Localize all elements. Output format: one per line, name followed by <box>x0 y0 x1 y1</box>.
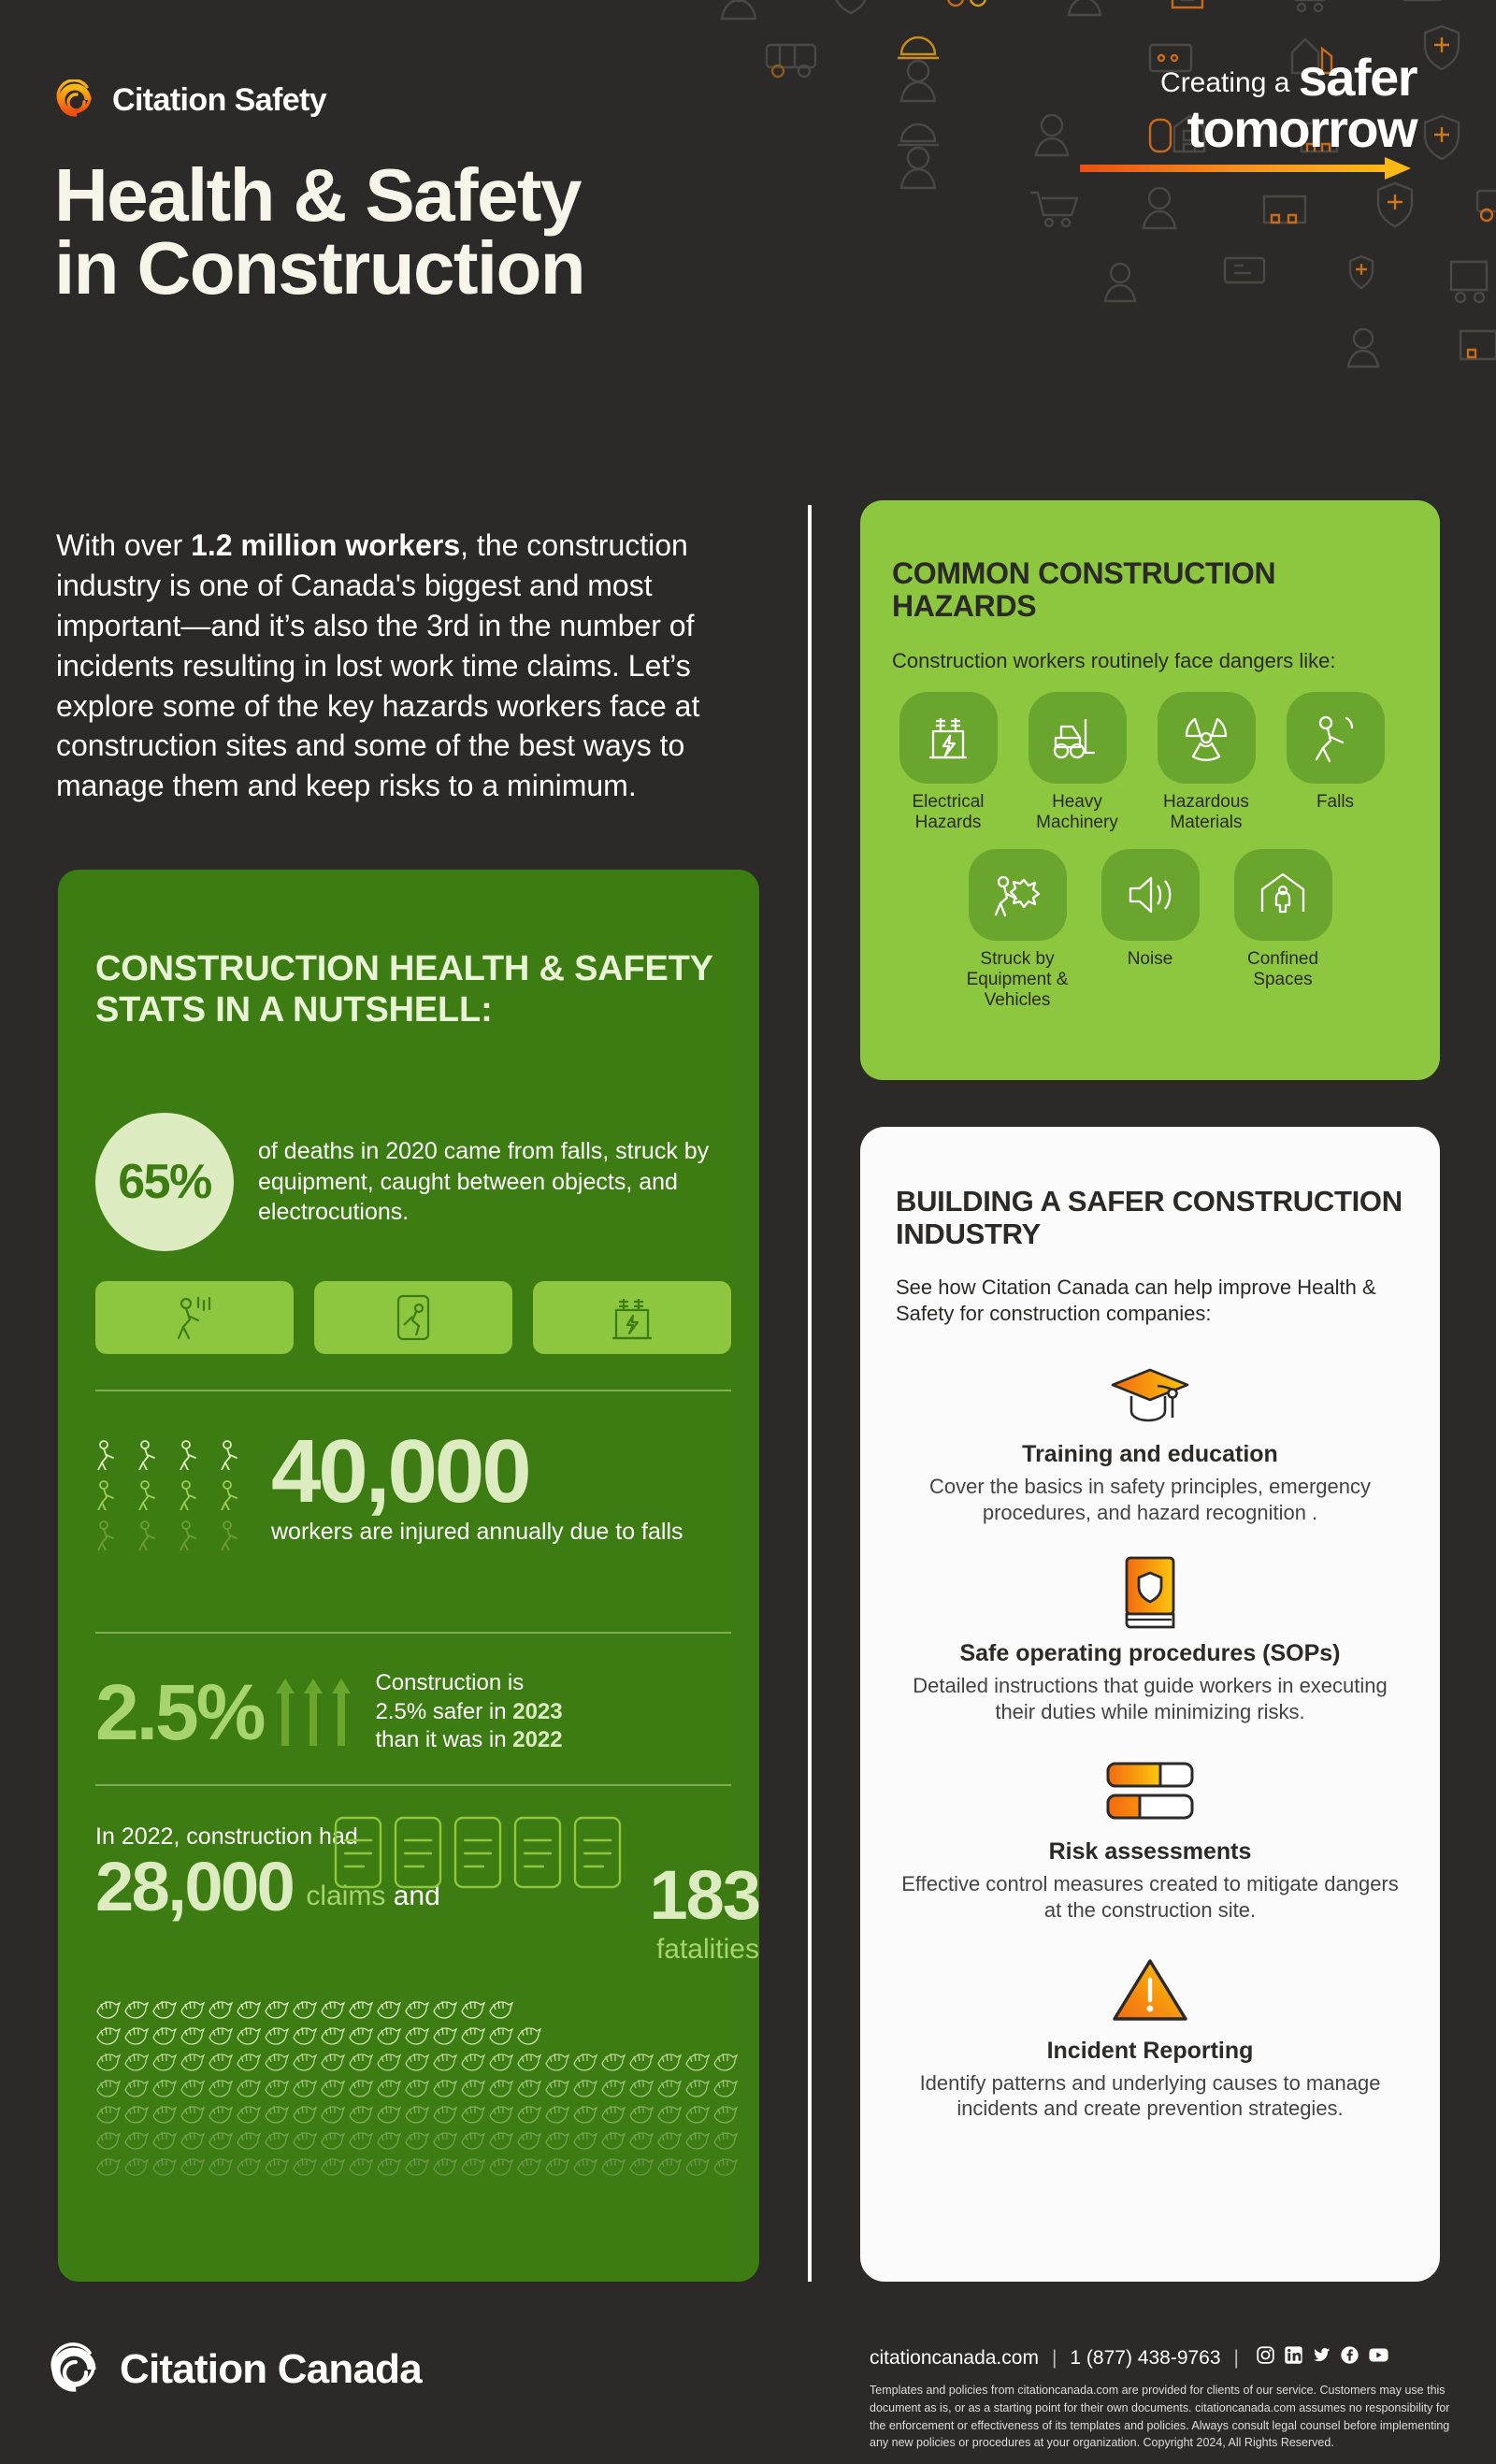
fall-pictogram <box>137 1478 172 1515</box>
tagline-arrow-icon <box>1080 161 1417 176</box>
fatalities-block <box>554 1856 759 1966</box>
footer-phone[interactable]: 1 (877) 438-9763 <box>1070 2346 1221 2369</box>
dove-row <box>95 2127 741 2154</box>
construction-stats-panel <box>58 870 759 2282</box>
logo-text: Citation Safety <box>112 81 327 118</box>
safer-line-2-pre: 2.5% safer in <box>375 1698 513 1724</box>
dove-row <box>95 1996 741 2023</box>
building-item-heading: Incident Reporting <box>1046 2037 1254 2064</box>
building-item-heading: Training and education <box>1022 1441 1278 1468</box>
warning-triangle-icon <box>896 1948 1404 2034</box>
hazards-subtitle: Construction workers routinely face dangers like: <box>892 648 1336 672</box>
building-item-body: Identify patterns and underlying causes to manage incidents and create prevention strategies. <box>919 2070 1381 2121</box>
fall-pictogram <box>178 1438 213 1475</box>
radiation-icon <box>1158 692 1256 784</box>
hazard-icon-tiles <box>95 1281 731 1354</box>
hazard-label: Struck by Equipment & Vehicles <box>966 948 1069 1011</box>
safer-line-3-pre: than it was in <box>375 1727 513 1753</box>
building-item-risk <box>896 1749 1404 1923</box>
citation-spiral-icon <box>56 79 97 121</box>
intro-after: , the construction industry is one of Canada's biggest and most important—and it’s also the 3rd in the number of incidents resulting in lost work time claims. Let’s explore some of the key hazards workers face at construction sites and some of the best ways to manage them and keep risks to a minimum. <box>56 528 700 803</box>
building-safer-panel <box>860 1127 1440 2282</box>
hazard-label: Electrical Hazards <box>912 791 985 833</box>
divider-1 <box>95 1390 731 1391</box>
building-subtitle: See how Citation Canada can help improve Health & Safety for construction companies: <box>896 1275 1376 1326</box>
fall-pictogram <box>95 1438 131 1475</box>
risk-bars-icon <box>896 1749 1404 1835</box>
hazard-label: Heavy Machinery <box>1036 791 1118 833</box>
tagline-pre: Creating a <box>1160 67 1290 98</box>
intro-paragraph <box>56 526 776 806</box>
intro-before: With over <box>56 528 192 562</box>
fatalities-label: fatalities <box>655 1934 759 1965</box>
hazard-item-electrical <box>892 692 1004 834</box>
dove-row <box>95 2023 741 2049</box>
building-item-body: Effective control measures created to mitigate dangers at the construction site. <box>901 1872 1399 1922</box>
dove-row <box>95 2154 741 2180</box>
electrical-hazard-icon <box>899 692 998 784</box>
claims-and: and <box>393 1880 440 1911</box>
forklift-icon <box>1028 692 1127 784</box>
divider-2 <box>95 1632 731 1634</box>
footer-logo-text: Citation Canada <box>120 2346 422 2392</box>
footer-separator: | <box>1233 2346 1240 2369</box>
deaths-percent-badge: 65% <box>95 1113 234 1251</box>
hazards-title: COMMON CONSTRUCTION HAZARDS <box>892 555 1276 624</box>
claims-word: claims <box>306 1880 386 1911</box>
claims-lead-text: In 2022, construction had <box>95 1823 358 1850</box>
falling-person-icon <box>1287 692 1385 784</box>
hazard-item-machinery <box>1021 692 1133 834</box>
falls-pictogram-grid <box>95 1431 254 1555</box>
dove-row <box>95 2049 741 2075</box>
footer-fine-print: Templates and policies from citationcanada.com are provided for clients of our service. Customers may use this document as is, or as a starting point for their own documents. citationcanada.com assumes no responsibility for the enforcement or effectiveness of its templates and policies. Always consult legal counsel before implementing any new policies or procedures at your organization. Copyright 2024, All Rights Reserved. <box>870 2384 1450 2450</box>
hazard-item-struck-by <box>961 849 1073 1012</box>
safer-text <box>375 1669 562 1755</box>
slip-hazard-icon <box>314 1281 512 1354</box>
hazard-item-hazmat <box>1150 692 1262 834</box>
twitter-icon[interactable] <box>1312 2345 1331 2370</box>
speaker-icon <box>1101 849 1200 941</box>
footer-separator: | <box>1051 2346 1057 2369</box>
fall-pictogram <box>219 1478 254 1515</box>
safer-percent: 2.5% <box>95 1668 264 1757</box>
dove-row <box>95 2101 741 2127</box>
hazard-label: Hazardous Materials <box>1163 791 1249 833</box>
title-line-1: Health & Safety <box>54 153 581 237</box>
title-line-2: in Construction <box>54 226 585 310</box>
falls-injury-number: 40,000 <box>271 1421 529 1521</box>
falls-injury-caption: workers are injured annually due to falls <box>271 1519 683 1546</box>
fall-pictogram <box>95 1478 131 1515</box>
deaths-stat-row <box>95 1113 731 1251</box>
building-item-body: Cover the basics in safety principles, emergency procedures, and hazard recognition . <box>929 1475 1371 1525</box>
column-divider <box>808 505 812 2282</box>
fall-pictogram <box>219 1519 254 1555</box>
facebook-icon[interactable] <box>1340 2345 1359 2370</box>
building-item-body: Detailed instructions that guide workers in executing their duties while minimizing risks. <box>913 1673 1388 1723</box>
falls-stat-row <box>95 1421 731 1555</box>
fall-pictogram <box>219 1438 254 1475</box>
hazard-label: Falls <box>1316 791 1355 812</box>
safer-stat-row <box>95 1669 731 1755</box>
brand-logo <box>56 79 326 121</box>
deaths-percent-text: of deaths in 2020 came from falls, struck by equipment, caught between objects, and electrocutions. <box>258 1138 710 1226</box>
hazard-item-noise <box>1094 849 1206 1012</box>
intro-bold: 1.2 million workers <box>191 528 461 562</box>
youtube-icon[interactable] <box>1368 2345 1389 2370</box>
dove-pictogram-field <box>95 1996 741 2180</box>
fall-pictogram <box>178 1519 213 1555</box>
citation-spiral-icon <box>49 2342 103 2397</box>
hazard-label: Noise <box>1127 948 1173 969</box>
dove-row <box>95 2075 741 2101</box>
safer-line-1: Construction is <box>375 1670 525 1695</box>
footer-website[interactable]: citationcanada.com <box>870 2346 1039 2369</box>
fatalities-number: 183 <box>649 1856 759 1934</box>
graduation-cap-icon <box>896 1351 1404 1437</box>
tagline-safer: safer <box>1298 48 1417 107</box>
fall-pictogram <box>178 1478 213 1515</box>
divider-3 <box>95 1784 731 1786</box>
falling-person-icon <box>95 1281 294 1354</box>
hazards-row-1 <box>892 692 1408 834</box>
footer-contact <box>870 2345 1468 2452</box>
footer-logo <box>49 2342 422 2397</box>
building-item-heading: Safe operating procedures (SOPs) <box>959 1639 1341 1666</box>
building-item-heading: Risk assessments <box>1048 1838 1252 1866</box>
hazard-item-confined <box>1227 849 1339 1012</box>
shield-book-icon <box>896 1550 1404 1636</box>
up-arrows-icon <box>274 1679 352 1746</box>
social-links[interactable] <box>1256 2345 1389 2370</box>
building-item-sops <box>896 1550 1404 1724</box>
claims-number: 28,000 <box>95 1848 294 1925</box>
fall-pictogram <box>95 1519 131 1555</box>
page-title <box>54 153 784 310</box>
hazard-item-falls <box>1279 692 1391 834</box>
safer-year-2023: 2023 <box>512 1698 563 1724</box>
confined-space-icon <box>1234 849 1332 941</box>
fall-pictogram <box>137 1519 172 1555</box>
stats-panel-title: CONSTRUCTION HEALTH & SAFETY STATS IN A NUTSHELL: <box>95 948 713 1030</box>
fall-pictogram <box>137 1438 172 1475</box>
hazards-row-2 <box>892 849 1408 1012</box>
hazard-label: Confined Spaces <box>1246 948 1319 989</box>
linkedin-icon[interactable] <box>1284 2345 1303 2370</box>
tagline-tomorrow: tomorrow <box>1187 99 1417 158</box>
common-hazards-panel <box>860 500 1440 1080</box>
safer-year-2022: 2022 <box>512 1727 563 1753</box>
building-title: BUILDING A SAFER CONSTRUCTION INDUSTRY <box>896 1184 1402 1251</box>
struck-by-icon <box>969 849 1067 941</box>
building-item-training <box>896 1351 1404 1525</box>
electrical-hazard-icon <box>533 1281 731 1354</box>
instagram-icon[interactable] <box>1256 2345 1275 2370</box>
tagline-block <box>1080 48 1417 176</box>
building-item-incident <box>896 1948 1404 2122</box>
